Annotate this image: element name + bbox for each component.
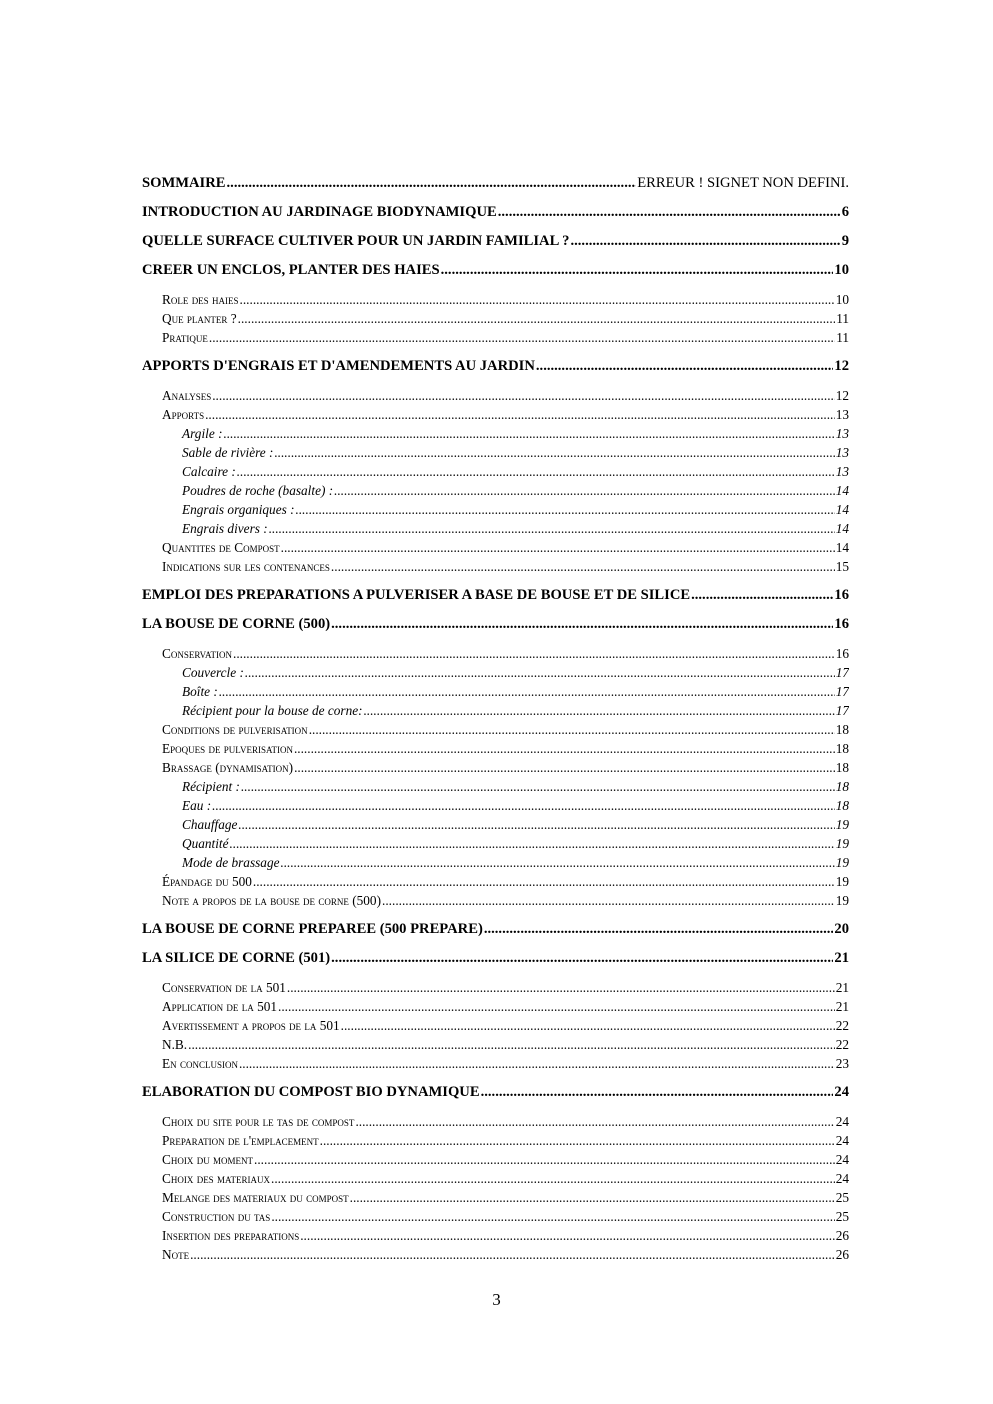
- toc-entry-title: Conditions de pulverisation: [162, 722, 308, 737]
- toc-entry-page: 25: [835, 1209, 849, 1224]
- toc-entry-title: Preparation de l'emplacement: [162, 1133, 319, 1148]
- toc-entry-sommaire[interactable]: [142, 174, 849, 193]
- toc-subentry[interactable]: [142, 309, 849, 328]
- toc-entry-page: 21: [834, 950, 849, 966]
- dot-leader: [254, 1150, 835, 1169]
- toc-entry-title: Quantité: [182, 836, 229, 851]
- toc-subentry[interactable]: [142, 739, 849, 758]
- toc-entry-page: 16: [834, 587, 849, 603]
- toc-entry-page: 13: [835, 407, 849, 422]
- dot-leader: [233, 644, 835, 663]
- toc-entry-apports[interactable]: [142, 357, 849, 376]
- toc-subentry[interactable]: [142, 1245, 849, 1264]
- toc-entry-title: EMPLOI DES PREPARATIONS A PULVERISER A BASE DE BOUSE ET DE SILICE: [142, 587, 691, 603]
- dot-leader: [691, 586, 833, 605]
- toc-entry-title: Pratique: [162, 330, 208, 345]
- dot-leader: [498, 203, 841, 222]
- toc-entry-title: Melange des materiaux du compost: [162, 1190, 349, 1205]
- toc-entry-page: 24: [835, 1114, 849, 1129]
- toc-entry-title: Brassage (dynamisation): [162, 760, 294, 775]
- toc-subentry[interactable]: [142, 1054, 849, 1073]
- toc-subsubentry[interactable]: [142, 500, 849, 519]
- page-number: 3: [492, 1290, 501, 1309]
- toc-entry-title: Conservation de la 501: [162, 980, 286, 995]
- toc-subsubentry[interactable]: [142, 815, 849, 834]
- toc-entry-enclos[interactable]: [142, 261, 849, 280]
- toc-entry-title: INTRODUCTION AU JARDINAGE BIODYNAMIQUE: [142, 204, 497, 220]
- toc-subentry[interactable]: [142, 1188, 849, 1207]
- dot-leader: [334, 481, 835, 500]
- toc-entry-title: Choix du site pour le tas de compost: [162, 1114, 355, 1129]
- toc-entry-page: 11: [836, 330, 849, 345]
- toc-subentry[interactable]: [142, 1226, 849, 1245]
- toc-entry-page: 22: [835, 1037, 849, 1052]
- dot-leader: [536, 357, 834, 376]
- toc-entry-title: Que planter ?: [162, 311, 237, 326]
- toc-entry-bouse-preparee[interactable]: [142, 920, 849, 939]
- toc-subentry[interactable]: [142, 538, 849, 557]
- dot-leader: [224, 424, 835, 443]
- toc-subsubentry[interactable]: [142, 834, 849, 853]
- toc-entry-page: 24: [835, 1133, 849, 1148]
- toc-entry-title: Eau :: [182, 798, 212, 813]
- toc-entry-title: Chauffage: [182, 817, 238, 832]
- toc-group-compost: [142, 1112, 849, 1264]
- toc-entry-page: 11: [836, 311, 849, 326]
- toc-entry-page: 19: [835, 817, 849, 832]
- dot-leader: [227, 174, 637, 193]
- toc-entry-title: Conservation: [162, 646, 232, 661]
- dot-leader: [188, 1035, 835, 1054]
- toc-subentry[interactable]: [142, 1016, 849, 1035]
- toc-entry-title: Avertissement a propos de la 501: [162, 1018, 340, 1033]
- dot-leader: [364, 701, 835, 720]
- toc-entry-page: 15: [835, 559, 849, 574]
- toc-subentry[interactable]: [142, 891, 849, 910]
- toc-entry-page: 24: [835, 1152, 849, 1167]
- toc-entry-title: Indications sur les contenances: [162, 559, 330, 574]
- toc-entry-title: En conclusion: [162, 1056, 238, 1071]
- toc-subsubentry[interactable]: [142, 853, 849, 872]
- dot-leader: [570, 232, 840, 251]
- toc-entry-page: 17: [835, 665, 849, 680]
- toc-subentry[interactable]: [142, 872, 849, 891]
- dot-leader: [331, 615, 833, 634]
- toc-entry-title: LA SILICE DE CORNE (501): [142, 950, 331, 966]
- toc-entry-page: 16: [834, 616, 849, 632]
- toc-entry-page: 16: [835, 646, 849, 661]
- toc-entry-title: N.B.: [162, 1037, 188, 1052]
- dot-leader: [382, 891, 835, 910]
- toc-subentry[interactable]: [142, 1131, 849, 1150]
- toc-entry-page: 19: [835, 893, 849, 908]
- toc-entry-bouse[interactable]: [142, 615, 849, 634]
- toc-subentry[interactable]: [142, 557, 849, 576]
- toc-entry-title: Apports: [162, 407, 205, 422]
- toc-group-enclos: [142, 290, 849, 347]
- toc-entry-page: 18: [835, 741, 849, 756]
- toc-entry-title: APPORTS D'ENGRAIS ET D'AMENDEMENTS AU JARDIN: [142, 358, 535, 374]
- table-of-contents: [142, 174, 849, 1273]
- dot-leader: [441, 261, 834, 280]
- dot-leader: [281, 853, 835, 872]
- toc-entry-page: 17: [835, 684, 849, 699]
- toc-subentry[interactable]: [142, 1112, 849, 1131]
- toc-entry-page: 14: [835, 540, 849, 555]
- toc-subsubentry[interactable]: [142, 796, 849, 815]
- toc-entry-title: Role des haies: [162, 292, 239, 307]
- dot-leader: [238, 309, 836, 328]
- dot-leader: [309, 720, 835, 739]
- toc-subentry[interactable]: [142, 644, 849, 663]
- toc-entry-title: Couvercle :: [182, 665, 244, 680]
- dot-leader: [281, 538, 835, 557]
- toc-entry-title: LA BOUSE DE CORNE PREPAREE (500 PREPARE): [142, 921, 483, 937]
- toc-entry-title: Choix des materiaux: [162, 1171, 271, 1186]
- toc-entry-page: 10: [835, 292, 849, 307]
- toc-entry-page: 21: [835, 980, 849, 995]
- toc-subentry[interactable]: [142, 386, 849, 405]
- dot-leader: [190, 1245, 835, 1264]
- toc-entry-title: Mode de brassage: [182, 855, 280, 870]
- toc-subentry[interactable]: [142, 290, 849, 309]
- toc-entry-title: Engrais organiques :: [182, 502, 295, 517]
- toc-entry-page: 14: [835, 521, 849, 536]
- toc-subentry[interactable]: [142, 1150, 849, 1169]
- dot-leader: [278, 997, 835, 1016]
- toc-entry-title: Épandage du 500: [162, 874, 252, 889]
- toc-entry-page: 19: [835, 855, 849, 870]
- toc-entry-page: 9: [841, 233, 849, 249]
- toc-group-apports: [142, 386, 849, 576]
- toc-subentry[interactable]: [142, 720, 849, 739]
- dot-leader: [209, 328, 835, 347]
- dot-leader: [212, 386, 834, 405]
- toc-entry-title: Note: [162, 1247, 190, 1262]
- toc-entry-title: Choix du moment: [162, 1152, 254, 1167]
- toc-entry-page: 18: [835, 798, 849, 813]
- toc-subentry[interactable]: [142, 1035, 849, 1054]
- dot-leader: [350, 1188, 835, 1207]
- toc-entry-introduction[interactable]: [142, 203, 849, 222]
- dot-leader: [320, 1131, 835, 1150]
- toc-subsubentry[interactable]: [142, 663, 849, 682]
- dot-leader: [212, 796, 835, 815]
- toc-subentry[interactable]: [142, 1207, 849, 1226]
- dot-leader: [331, 949, 833, 968]
- toc-entry-page: 19: [835, 874, 849, 889]
- dot-leader: [205, 405, 835, 424]
- toc-entry-page: 12: [834, 358, 849, 374]
- dot-leader: [481, 1083, 834, 1102]
- toc-entry-page: 18: [835, 722, 849, 737]
- toc-subentry[interactable]: [142, 328, 849, 347]
- toc-entry-page: 24: [835, 1171, 849, 1186]
- toc-entry-page: 6: [841, 204, 849, 220]
- toc-subsubentry[interactable]: [142, 682, 849, 701]
- dot-leader: [355, 1112, 834, 1131]
- toc-entry-page: 26: [835, 1228, 849, 1243]
- toc-entry-page: 19: [835, 836, 849, 851]
- toc-entry-page: 18: [835, 760, 849, 775]
- dot-leader: [238, 815, 834, 834]
- toc-entry-title: ELABORATION DU COMPOST BIO DYNAMIQUE: [142, 1084, 480, 1100]
- dot-leader: [245, 663, 835, 682]
- toc-entry-page: 20: [834, 921, 849, 937]
- toc-entry-title: CREER UN ENCLOS, PLANTER DES HAIES: [142, 262, 440, 278]
- dot-leader: [300, 1226, 834, 1245]
- toc-entry-compost[interactable]: [142, 1083, 849, 1102]
- toc-subsubentry[interactable]: [142, 519, 849, 538]
- dot-leader: [239, 1054, 835, 1073]
- toc-group-silice: [142, 978, 849, 1073]
- toc-entry-page: 21: [835, 999, 849, 1014]
- toc-subentry[interactable]: [142, 997, 849, 1016]
- toc-entry-page: 26: [835, 1247, 849, 1262]
- toc-entry-page: 14: [835, 483, 849, 498]
- toc-entry-title: Analyses: [162, 388, 212, 403]
- toc-entry-page: 13: [835, 426, 849, 441]
- toc-subentry[interactable]: [142, 1169, 849, 1188]
- dot-leader: [271, 1207, 834, 1226]
- toc-entry-title: Sable de rivière :: [182, 445, 274, 460]
- toc-entry-title: Poudres de roche (basalte) :: [182, 483, 334, 498]
- toc-subsubentry[interactable]: [142, 462, 849, 481]
- toc-entry-page: 17: [835, 703, 849, 718]
- toc-subsubentry[interactable]: [142, 777, 849, 796]
- dot-leader: [241, 777, 835, 796]
- toc-entry-silice[interactable]: [142, 949, 849, 968]
- toc-entry-title: Insertion des preparations: [162, 1228, 300, 1243]
- dot-leader: [237, 462, 835, 481]
- toc-entry-page: 13: [835, 445, 849, 460]
- toc-entry-emploi[interactable]: [142, 586, 849, 605]
- dot-leader: [230, 834, 835, 853]
- toc-entry-title: Récipient pour la bouse de corne:: [182, 703, 363, 718]
- toc-entry-title: Application de la 501: [162, 999, 278, 1014]
- toc-entry-page: 12: [835, 388, 849, 403]
- toc-entry-title: Epoques de pulverisation: [162, 741, 293, 756]
- toc-entry-title: Récipient :: [182, 779, 240, 794]
- toc-entry-page: 22: [835, 1018, 849, 1033]
- toc-entry-surface[interactable]: [142, 232, 849, 251]
- toc-subentry[interactable]: [142, 405, 849, 424]
- toc-entry-page: 18: [835, 779, 849, 794]
- toc-entry-page: ERREUR ! SIGNET NON DEFINI.: [637, 175, 849, 191]
- toc-subentry[interactable]: [142, 758, 849, 777]
- dot-leader: [294, 739, 835, 758]
- dot-leader: [219, 682, 835, 701]
- toc-entry-title: Boîte :: [182, 684, 218, 699]
- toc-entry-page: 23: [835, 1056, 849, 1071]
- toc-entry-title: Note a propos de la bouse de corne (500): [162, 893, 382, 908]
- toc-entry-title: LA BOUSE DE CORNE (500): [142, 616, 331, 632]
- toc-entry-page: 24: [834, 1084, 849, 1100]
- toc-subsubentry[interactable]: [142, 443, 849, 462]
- toc-entry-page: 13: [835, 464, 849, 479]
- toc-entry-page: 10: [834, 262, 849, 278]
- dot-leader: [287, 978, 835, 997]
- dot-leader: [296, 500, 835, 519]
- dot-leader: [271, 1169, 835, 1188]
- toc-entry-page: 25: [835, 1190, 849, 1205]
- dot-leader: [269, 519, 835, 538]
- dot-leader: [341, 1016, 835, 1035]
- toc-subsubentry[interactable]: [142, 701, 849, 720]
- toc-subsubentry[interactable]: [142, 481, 849, 500]
- toc-entry-title: Engrais divers :: [182, 521, 268, 536]
- toc-subsubentry[interactable]: [142, 424, 849, 443]
- toc-entry-title: Quantites de Compost: [162, 540, 280, 555]
- toc-entry-title: Calcaire :: [182, 464, 236, 479]
- dot-leader: [331, 557, 835, 576]
- dot-leader: [484, 920, 834, 939]
- toc-entry-title: SOMMAIRE: [142, 175, 226, 191]
- toc-entry-title: Construction du tas: [162, 1209, 271, 1224]
- dot-leader: [294, 758, 835, 777]
- dot-leader: [274, 443, 834, 462]
- toc-entry-page: 14: [835, 502, 849, 517]
- dot-leader: [253, 872, 835, 891]
- toc-entry-title: QUELLE SURFACE CULTIVER POUR UN JARDIN FAMILIAL ?: [142, 233, 570, 249]
- dot-leader: [240, 290, 835, 309]
- toc-entry-title: Argile :: [182, 426, 223, 441]
- toc-subentry[interactable]: [142, 978, 849, 997]
- toc-group-bouse: [142, 644, 849, 910]
